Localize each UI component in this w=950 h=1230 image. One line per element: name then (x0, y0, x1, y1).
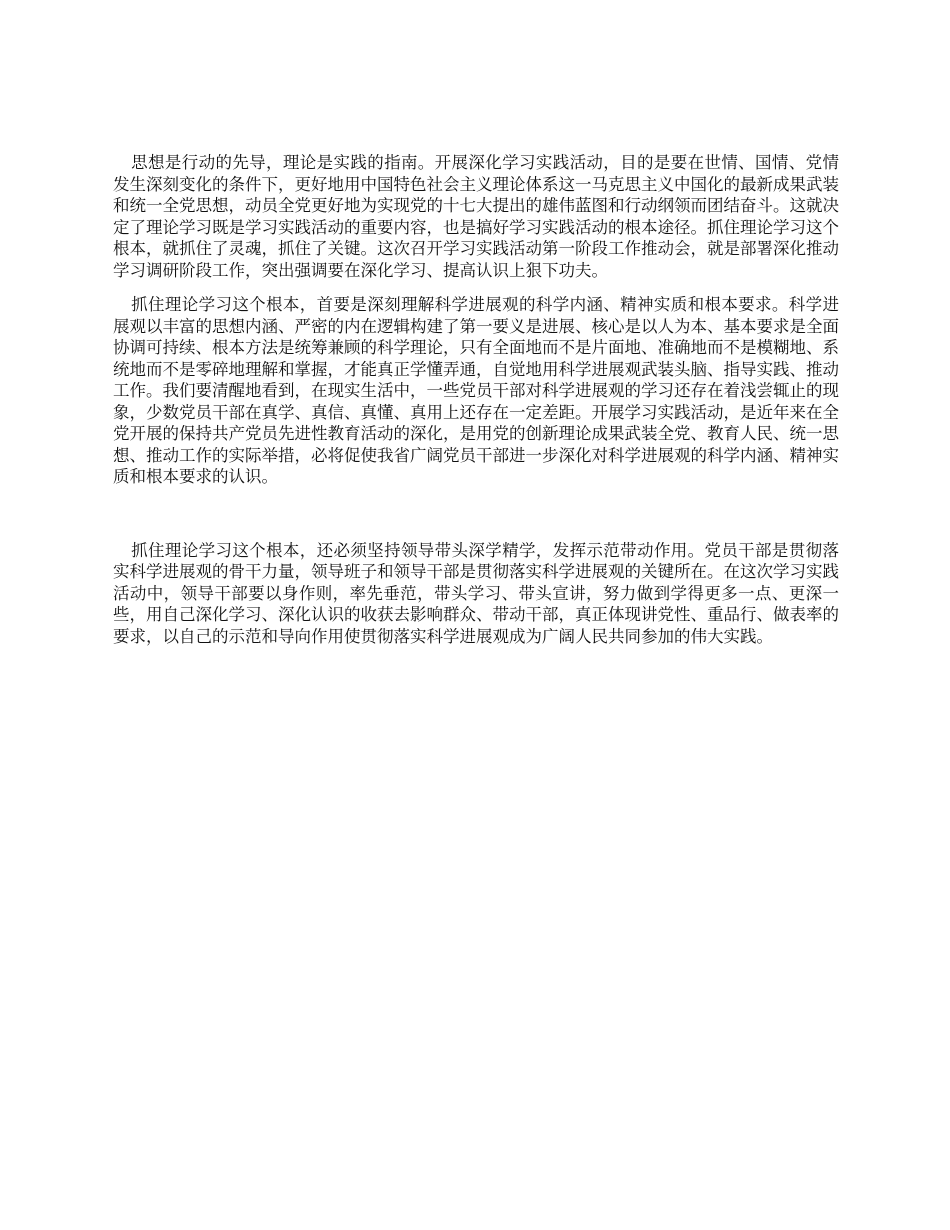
paragraph-3: 抓住理论学习这个根本，还必须坚持领导带头深学精学，发挥示范带动作用。党员干部是贯彻落实科学进展观的骨干力量，领导班子和领导干部是贯彻落实科学进展观的关键所在。在这次学习实践活动中，领导干部要以身作则，率先垂范，带头学习、带头宣讲，努力做到学得更多一点、更深一些，用自己深化学习、深化认识的收获去影响群众、带动干部，真正体现讲党性、重品行、做表率的要求，以自己的示范和导向作用使贯彻落实科学进展观成为广阔人民共同参加的伟大实践。 (113, 540, 839, 646)
paragraph-1: 思想是行动的先导，理论是实践的指南。开展深化学习实践活动，目的是要在世情、国情、党情发生深刻变化的条件下，更好地用中国特色社会主义理论体系这一马克思主义中国化的最新成果武装和统一全党思想，动员全党更好地为实现党的十七大提出的雄伟蓝图和行动纲领而团结奋斗。这就决定了理论学习既是学习实践活动的重要内容，也是搞好学习实践活动的根本途径。抓住理论学习这个根本，就抓住了灵魂，抓住了关键。这次召开学习实践活动第一阶段工作推动会，就是部署深化推动学习调研阶段工作，突出强调要在深化学习、提高认识上狠下功夫。 (113, 153, 839, 280)
document-body (113, 152, 839, 647)
paragraph-2: 抓住理论学习这个根本，首要是深刻理解科学进展观的科学内涵、精神实质和根本要求。科学进展观以丰富的思想内涵、严密的内在逻辑构建了第一要义是进展、核心是以人为本、基本要求是全面协调可持续、根本方法是统筹兼顾的科学理论，只有全面地而不是片面地、准确地而不是模糊地、系统地而不是零碎地理解和掌握，才能真正学懂弄通，自觉地用科学进展观武装头脑、指导实践、推动工作。我们要清醒地看到，在现实生活中，一些党员干部对科学进展观的学习还存在着浅尝辄止的现象，少数党员干部在真学、真信、真懂、真用上还存在一定差距。开展学习实践活动，是近年来在全党开展的保持共产党员先进性教育活动的深化，是用党的创新理论成果武装全党、教育人民、统一思想、推动工作的实际举措，必将促使我省广阔党员干部进一步深化对科学进展观的科学内涵、精神实质和根本要求的认识。 (113, 295, 839, 486)
